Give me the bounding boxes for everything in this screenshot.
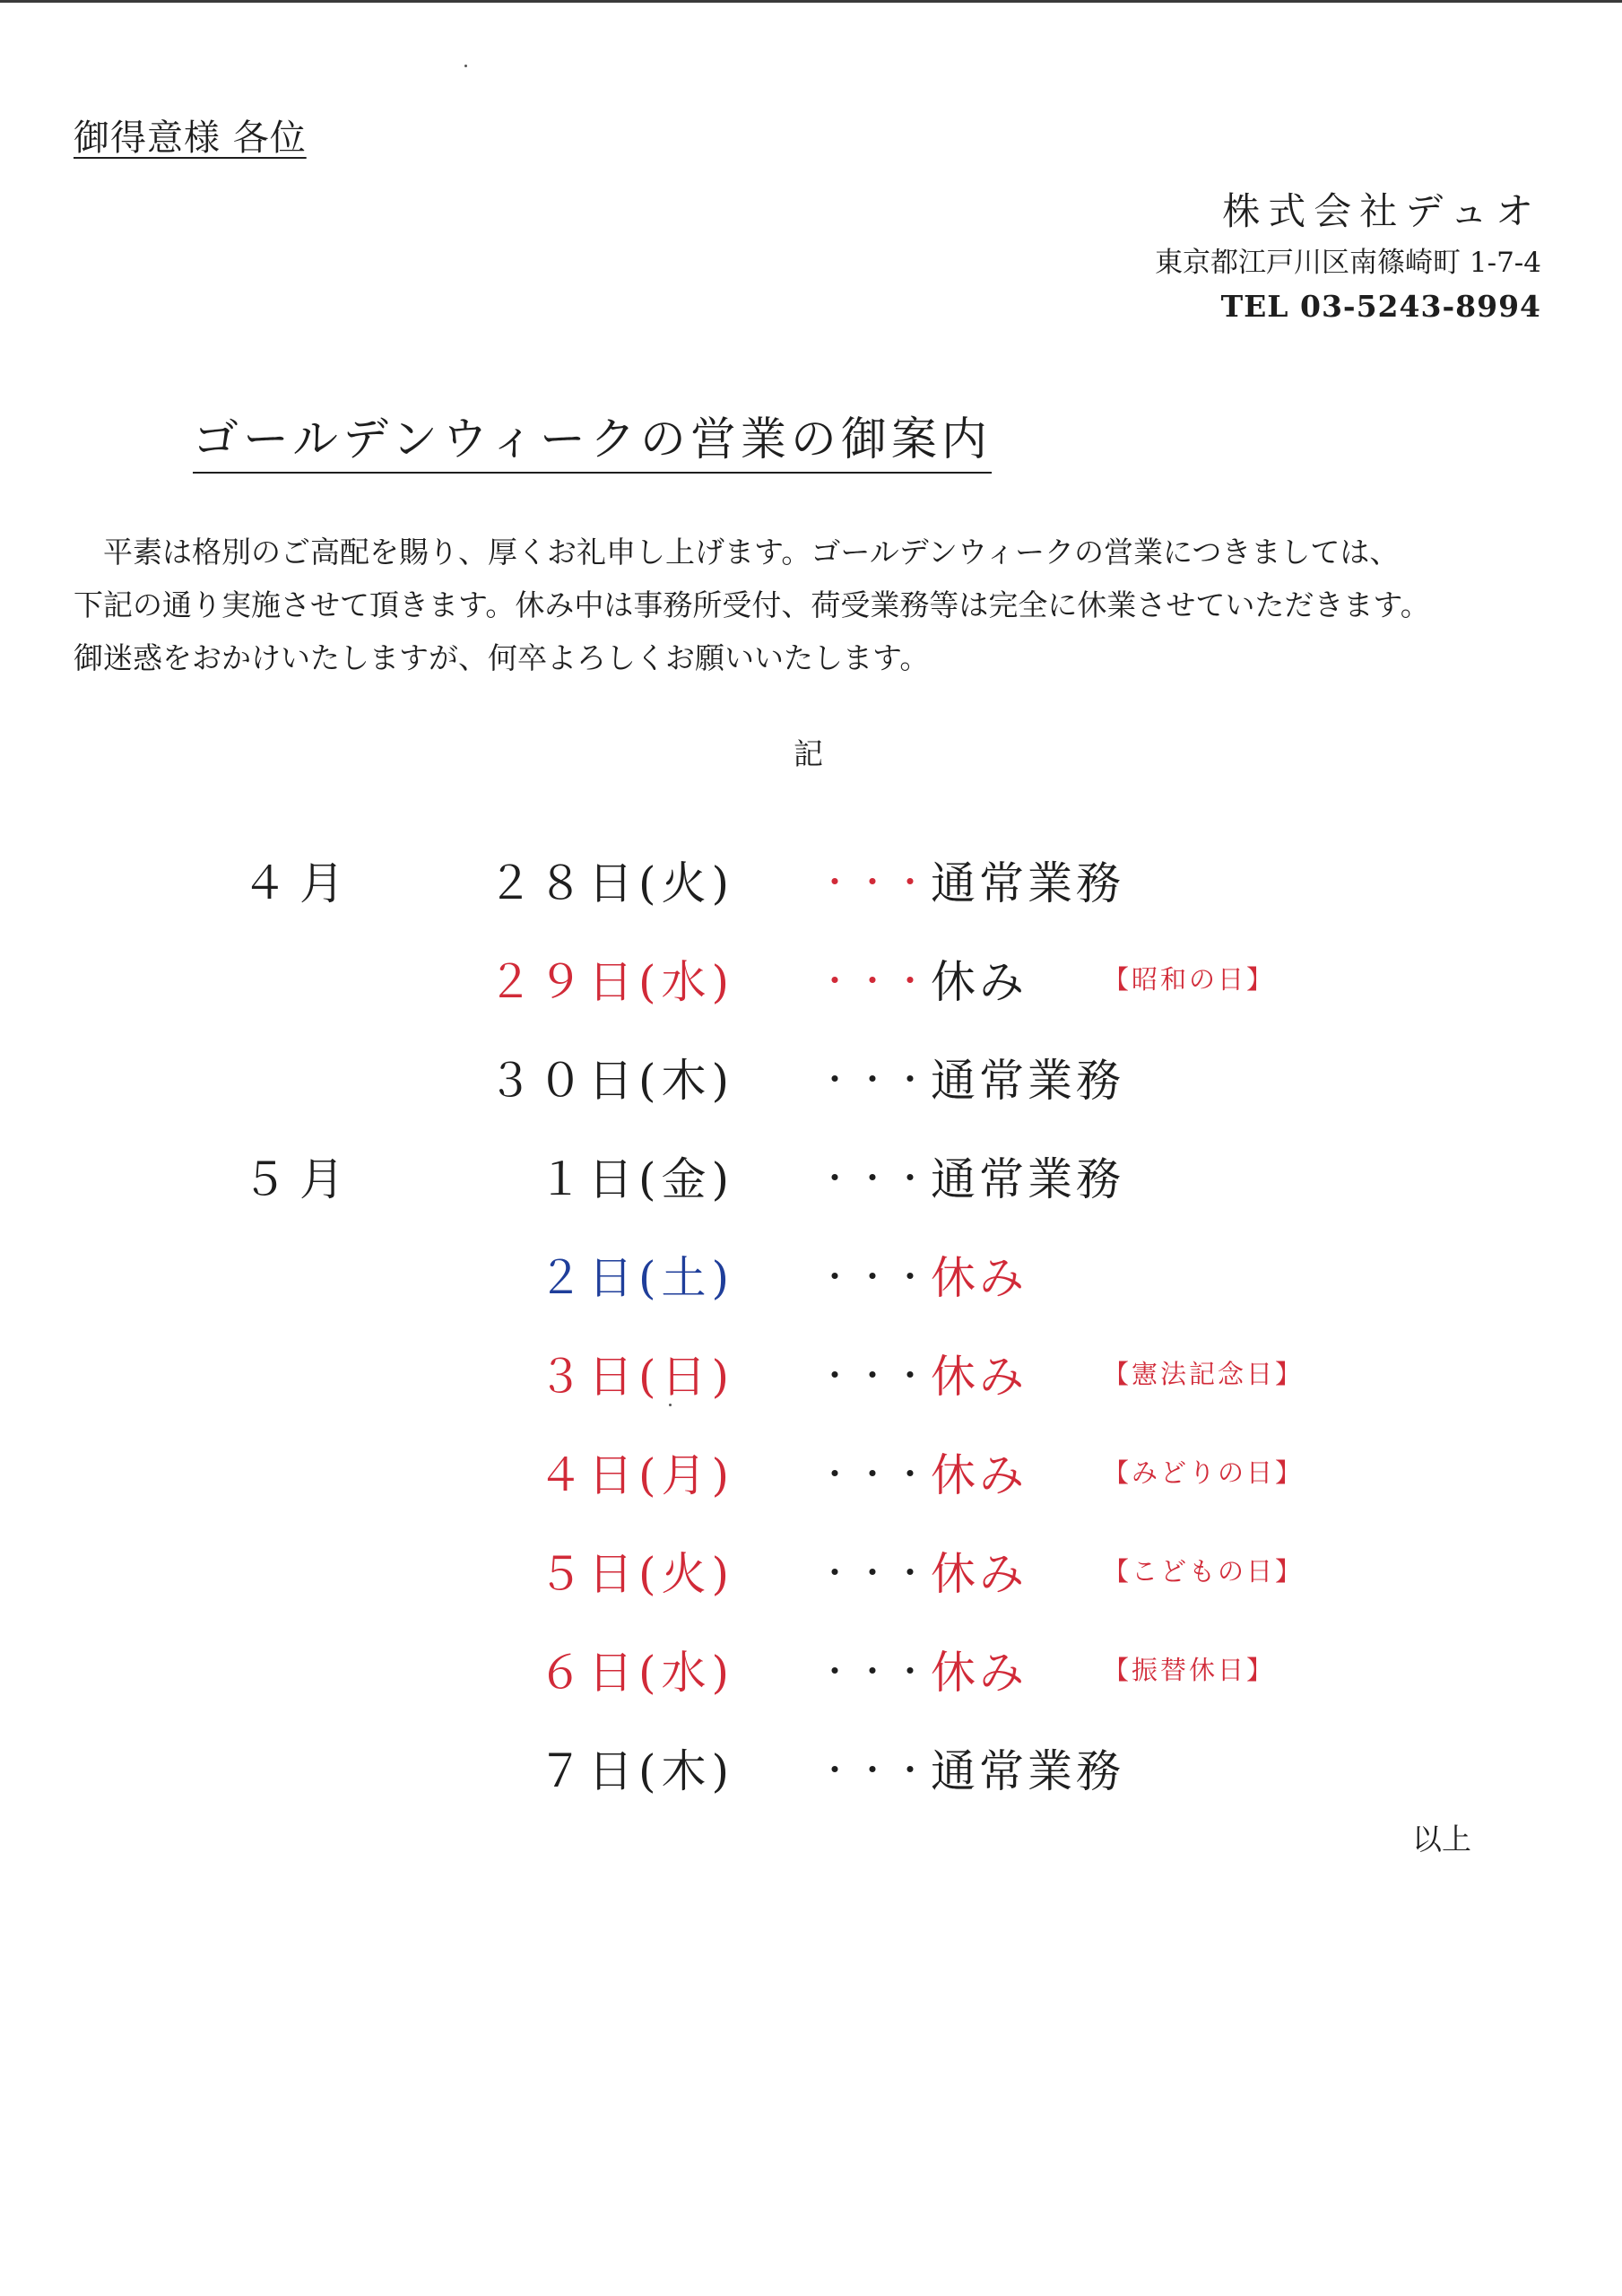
schedule-holiday: 【こどもの日】 bbox=[1103, 1556, 1305, 1587]
schedule-month: ５月 bbox=[242, 1153, 357, 1205]
schedule-holiday: 【憲法記念日】 bbox=[1103, 1359, 1305, 1389]
schedule-status: 通常業務 bbox=[931, 1745, 1124, 1797]
schedule-row bbox=[0, 1637, 1622, 1699]
schedule-day: ５日(火) bbox=[537, 1548, 734, 1600]
schedule-row bbox=[0, 1538, 1622, 1600]
schedule-status: 休み bbox=[931, 1449, 1028, 1501]
schedule-dots: ・・・ bbox=[818, 1060, 932, 1100]
schedule-day: １日(金) bbox=[537, 1153, 734, 1205]
schedule-day: ３日(日) bbox=[537, 1351, 734, 1403]
sender-address: 東京都江戸川区南篠崎町 1-7-4 bbox=[1155, 247, 1541, 279]
schedule-row bbox=[0, 848, 1622, 907]
schedule-status: 通常業務 bbox=[931, 857, 1124, 909]
schedule-day: ２８日(火) bbox=[487, 857, 734, 909]
schedule-dots: ・・・ bbox=[818, 961, 932, 1001]
schedule-row bbox=[0, 1045, 1622, 1107]
schedule-dots: ・・・ bbox=[818, 1356, 932, 1396]
ki-mark: 記 bbox=[794, 736, 823, 771]
schedule-month: ４月 bbox=[242, 857, 357, 909]
schedule-holiday: 【昭和の日】 bbox=[1103, 964, 1276, 995]
schedule-dots: ・・・ bbox=[818, 1751, 932, 1790]
schedule-day: ３０日(木) bbox=[487, 1055, 734, 1107]
schedule-day: ６日(水) bbox=[537, 1647, 734, 1699]
schedule-day: ２９日(水) bbox=[487, 956, 734, 1008]
schedule-row bbox=[0, 1144, 1622, 1203]
sender-company: 株式会社デュオ bbox=[1222, 189, 1541, 233]
body-line: 平素は格別のご高配を賜り、厚くお礼申し上げます。ゴールデンウィークの営業につきましては、 bbox=[74, 535, 1400, 570]
schedule-dots: ・・・ bbox=[818, 1455, 932, 1494]
sender-tel: TEL 03-5243-8994 bbox=[1220, 289, 1541, 324]
schedule-status: 休み bbox=[931, 1351, 1028, 1403]
schedule-dots: ・・・ bbox=[818, 1159, 932, 1198]
schedule-holiday: 【みどりの日】 bbox=[1103, 1457, 1305, 1488]
schedule-row bbox=[0, 1439, 1622, 1499]
salutation: 御得意様 各位 bbox=[74, 117, 307, 159]
schedule-holiday: 【振替休日】 bbox=[1103, 1655, 1276, 1685]
body-line: 下記の通り実施させて頂きます。休み中は事務所受付、荷受業務等は完全に休業させていただきます。 bbox=[74, 587, 1430, 622]
schedule-dots: ・・・ bbox=[818, 1257, 932, 1297]
schedule-status: 休み bbox=[931, 1252, 1028, 1304]
closing-mark: 以上 bbox=[1412, 1822, 1471, 1857]
schedule-row bbox=[0, 946, 1622, 1008]
schedule-row bbox=[0, 1242, 1622, 1304]
scan-speck bbox=[464, 65, 467, 67]
body-line: 御迷惑をおかけいたしますが、何卒よろしくお願いいたします。 bbox=[74, 640, 930, 675]
schedule-day: ７日(木) bbox=[537, 1745, 734, 1797]
schedule-dots: ・・・ bbox=[818, 863, 932, 902]
schedule-day: ４日(月) bbox=[537, 1449, 734, 1501]
schedule-day: ２日(土) bbox=[537, 1252, 734, 1304]
schedule-status: 休み bbox=[931, 1548, 1028, 1600]
scan-edge-line bbox=[0, 0, 1622, 3]
schedule-row bbox=[0, 1735, 1622, 1795]
schedule-status: 通常業務 bbox=[931, 1153, 1124, 1205]
body-paragraph bbox=[74, 526, 1553, 684]
schedule-status: 休み bbox=[931, 956, 1028, 1008]
schedule-status: 通常業務 bbox=[931, 1055, 1124, 1107]
schedule-row bbox=[0, 1341, 1622, 1403]
schedule-dots: ・・・ bbox=[818, 1652, 932, 1692]
schedule-dots: ・・・ bbox=[818, 1553, 932, 1593]
notice-title: ゴールデンウィークの営業の御案内 bbox=[193, 402, 992, 474]
schedule-status: 休み bbox=[931, 1647, 1028, 1699]
